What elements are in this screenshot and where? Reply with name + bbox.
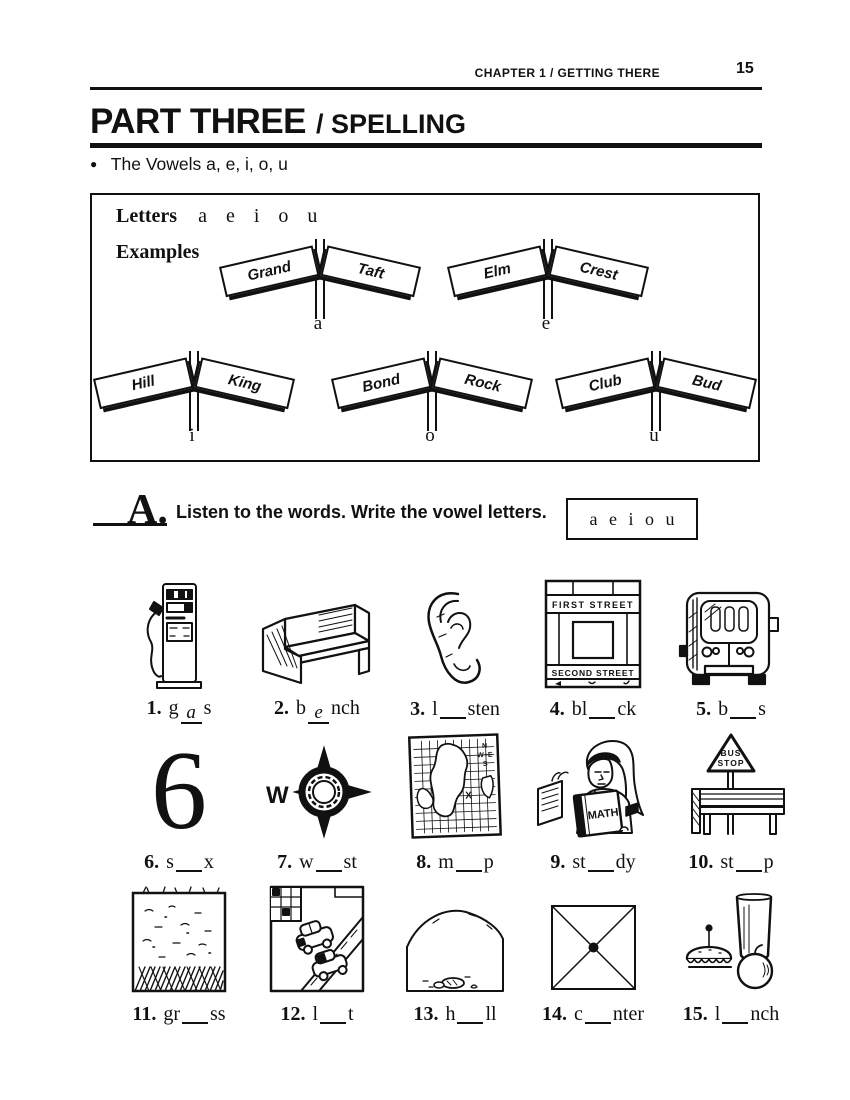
street-sign-left: Elm [447, 245, 548, 297]
street-sign-right: King [195, 357, 296, 409]
exercise-art [139, 576, 219, 690]
bus-icon [675, 588, 787, 690]
parking-lot-icon [267, 883, 367, 995]
map-compass-n: N [481, 742, 488, 751]
word-post: s [758, 698, 766, 720]
exercise-item-10 [662, 729, 800, 874]
item-number: 1. [146, 697, 162, 719]
street-sign-right: Taft [321, 245, 422, 297]
answer-blank[interactable] [320, 1002, 346, 1024]
answer-blank[interactable] [316, 850, 342, 872]
street-sign-right: Rock [433, 357, 534, 409]
part-title [90, 102, 466, 142]
exercise-item-2 [248, 576, 386, 724]
street-sign-right: Crest [549, 245, 650, 297]
exercise-art [675, 881, 787, 995]
exercise-art [546, 881, 641, 995]
street-sign-right: Bud [657, 357, 758, 409]
exercise-art [267, 881, 367, 995]
math-book-label: MATH [587, 806, 620, 823]
exercise-item-3 [386, 576, 524, 724]
street-sign-left: Hill [93, 357, 194, 409]
sign-post [543, 239, 553, 319]
center-square-icon [546, 900, 641, 995]
section-label: A. [127, 487, 168, 533]
word-pre: s [166, 851, 174, 873]
exercise-row-2 [110, 729, 802, 874]
street-sign-left: Bond [331, 357, 432, 409]
item-number: 2. [274, 697, 290, 719]
street-sign-left: Club [555, 357, 656, 409]
street-sign-example-o [330, 345, 530, 445]
exercise-art [672, 729, 790, 843]
grass-icon [129, 883, 229, 995]
answer-blank[interactable] [736, 850, 762, 872]
item-number: 5. [696, 698, 712, 720]
bench-icon [255, 595, 380, 690]
exercise-art [405, 729, 505, 843]
item-number: 14. [542, 1003, 567, 1025]
exercise-caption [144, 850, 214, 874]
answer-blank[interactable] [176, 850, 202, 872]
exercise-caption [413, 1002, 496, 1026]
exercise-caption [683, 1002, 779, 1026]
word-pre: st [572, 851, 586, 873]
street-sign-left: Grand [219, 245, 320, 297]
map-compass-s: S [482, 760, 488, 769]
word-pre: c [574, 1003, 583, 1025]
item-number: 8. [416, 851, 432, 873]
bus-stop-icon [672, 731, 790, 843]
topic-text: The Vowels a, e, i, o, u [110, 154, 288, 174]
word-post: x [203, 851, 214, 873]
vowel-label: a [313, 313, 323, 334]
compass-west-icon [260, 741, 375, 843]
part-title-sub: / SPELLING [316, 109, 467, 139]
word-pre: g [168, 697, 179, 719]
exercise-item-9 [524, 729, 662, 874]
letters-line [116, 205, 317, 228]
answer-blank[interactable] [181, 702, 202, 724]
exercise-art [418, 576, 493, 690]
hill-icon [399, 903, 511, 995]
ear-icon [418, 588, 493, 690]
vowel-label: e [541, 313, 551, 334]
exercise-caption [147, 697, 212, 724]
exercise-caption [132, 1002, 225, 1026]
letters-label: Letters [116, 205, 178, 227]
compass-w-label: W [265, 782, 289, 809]
six-glyph: 6 [150, 731, 207, 843]
vowel-reference-text: a e i o u [589, 508, 675, 529]
map-compass-we: W+E [477, 751, 493, 760]
street-sign-example-i [92, 345, 292, 445]
second-street-label: SECOND STREET [551, 668, 635, 678]
word-post: p [763, 851, 774, 873]
word-pre: b [296, 697, 307, 719]
exercise-item-6 [110, 729, 248, 874]
exercise-item-5 [662, 576, 800, 724]
topic-bullet-line [90, 154, 288, 175]
word-pre: l [714, 1003, 721, 1025]
item-number: 15. [682, 1003, 708, 1025]
section-instruction: Listen to the words. Write the vowel letters. [176, 502, 547, 522]
answer-blank[interactable] [589, 697, 615, 719]
exercise-row-3 [110, 881, 802, 1026]
exercise-caption [277, 850, 357, 874]
item-number: 4. [549, 698, 565, 720]
answer-blank[interactable] [730, 697, 756, 719]
item-number: 6. [144, 851, 160, 873]
word-pre: m [438, 851, 454, 873]
exercise-caption [688, 850, 773, 874]
exercise-caption [696, 697, 766, 721]
exercise-art [543, 576, 643, 690]
exercise-caption [550, 697, 636, 721]
street-sign-example-u [554, 345, 754, 445]
exercise-caption [410, 697, 500, 721]
number-six-icon [142, 731, 217, 843]
answer-blank[interactable] [456, 850, 482, 872]
item-number: 3. [410, 698, 426, 720]
vowel-label: u [649, 425, 659, 446]
vowel-reference-box [566, 498, 698, 540]
lunch-icon [675, 883, 787, 995]
vowel-label: o [425, 425, 435, 446]
word-post: s [203, 697, 212, 719]
word-post: nch [750, 1003, 780, 1025]
exercise-caption [274, 697, 360, 724]
item-number: 11. [132, 1003, 157, 1025]
word-post: t [348, 1003, 354, 1025]
answer-blank[interactable] [722, 1002, 748, 1024]
exercise-item-15 [662, 881, 800, 1026]
word-pre: b [718, 698, 729, 720]
sign-post [189, 351, 199, 431]
answer-blank[interactable] [457, 1002, 483, 1024]
exercise-item-13 [386, 881, 524, 1026]
gas-pump-icon [139, 578, 219, 690]
word-post: dy [615, 851, 636, 873]
map-x-mark: X [465, 790, 473, 802]
street-sign-example-e [446, 233, 646, 333]
item-number: 7. [277, 851, 293, 873]
word-post: sten [467, 698, 500, 720]
word-post: ss [210, 1003, 226, 1025]
sign-post [427, 351, 437, 431]
word-post: nter [612, 1003, 644, 1025]
exercise-caption [550, 850, 635, 874]
word-post: p [483, 851, 494, 873]
street-sign-example-a [218, 233, 418, 333]
exercise-art [129, 881, 229, 995]
bus-stop-sign-line1: BUS [720, 748, 742, 758]
first-street-label: FIRST STREET [551, 600, 635, 610]
word-post: ck [617, 698, 637, 720]
word-pre: w [299, 851, 314, 873]
word-post: nch [331, 697, 360, 719]
answer-blank[interactable] [585, 1002, 611, 1024]
title-rule [90, 143, 762, 148]
exercise-art [255, 576, 380, 690]
exercise-art [675, 576, 787, 690]
word-post: ll [485, 1003, 497, 1025]
sign-post [315, 239, 325, 319]
exercise-item-12 [248, 881, 386, 1026]
header-rule [90, 87, 762, 90]
word-post: st [343, 851, 357, 873]
chapter-header: CHAPTER 1 / GETTING THERE [474, 66, 660, 80]
item-number: 13. [413, 1003, 439, 1025]
exercise-item-8 [386, 729, 524, 874]
word-pre: bl [571, 698, 588, 720]
exercise-art [399, 881, 511, 995]
answer-blank[interactable] [182, 1002, 208, 1024]
exercise-art [260, 729, 375, 843]
page-number: 15 [736, 60, 754, 77]
item-number: 9. [550, 851, 566, 873]
studying-girl-icon [532, 731, 654, 843]
examples-label: Examples [116, 241, 200, 263]
word-pre: gr [163, 1003, 180, 1025]
word-pre: st [720, 851, 734, 873]
exercise-item-14 [524, 881, 662, 1026]
answer-blank[interactable] [440, 697, 466, 719]
word-pre: l [432, 698, 438, 720]
item-number: 10. [688, 851, 714, 873]
exercise-art [532, 729, 654, 843]
exercise-item-1 [110, 576, 248, 724]
exercise-item-7 [248, 729, 386, 874]
examples-box [90, 193, 760, 462]
exercise-art [142, 729, 217, 843]
exercise-caption [542, 1002, 644, 1026]
city-block-icon [543, 578, 643, 690]
answer-blank[interactable] [588, 850, 614, 872]
answer-blank[interactable] [308, 702, 329, 724]
exercise-caption [416, 850, 494, 874]
sign-post [651, 351, 661, 431]
part-title-main: PART THREE [90, 102, 307, 141]
item-number: 12. [280, 1003, 306, 1025]
word-pre: l [312, 1003, 318, 1025]
exercise-item-11 [110, 881, 248, 1026]
word-pre: h [445, 1003, 456, 1025]
exercise-item-4 [524, 576, 662, 724]
exercise-row-1 [110, 576, 802, 724]
map-icon [405, 731, 505, 843]
bus-stop-sign-line2: STOP [717, 758, 745, 768]
bullet-icon: ● [90, 157, 98, 171]
letters-list: a e i o u [198, 205, 318, 227]
answer-letter: e [314, 702, 323, 723]
exercise-caption [280, 1002, 353, 1026]
answer-letter: a [186, 702, 196, 723]
vowel-label: i [189, 425, 195, 446]
